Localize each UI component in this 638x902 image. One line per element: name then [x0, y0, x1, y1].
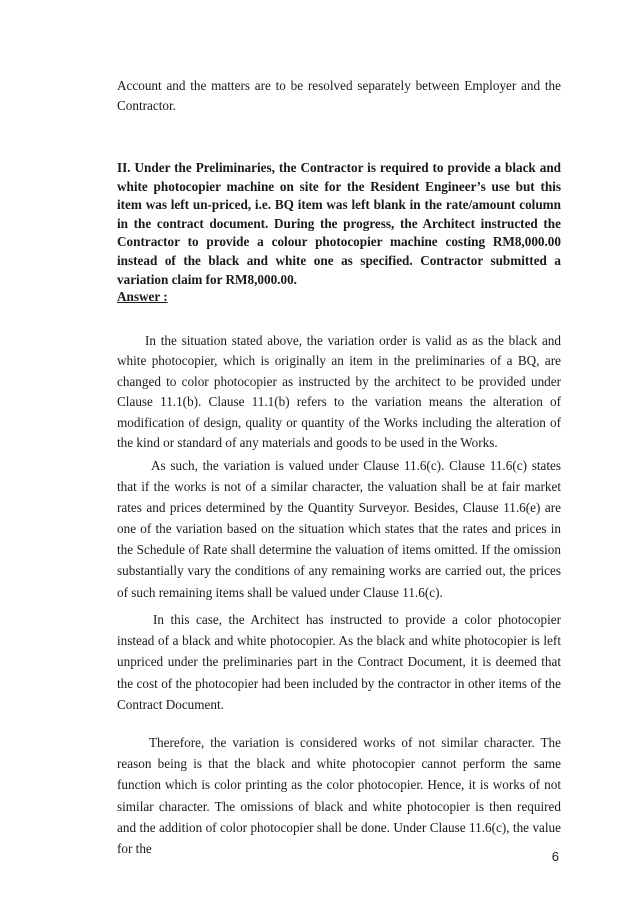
answer-paragraph-3: In this case, the Architect has instructed to provide a color photocopier instead of a black and white photocopier. As the black and white photocopier is left unpriced under the preliminaries part in the Contract Document, it is deemed that the cost of the photocopier had been included by the contractor in other items of the Contract Document. [117, 612, 561, 712]
answer-paragraph-1: In the situation stated above, the variation order is valid as as the black and white photocopier, which is originally an item in the preliminaries of a BQ, are changed to color photocopier as instructed by the architect to be provided under Clause 11.1(b). Clause 11.1(b) refers to the variation means the alteration of modification of design, quality or quantity of the Works including the alteration of the kind or standard of any materials and goods to be used in the Works. [117, 333, 561, 451]
answer-paragraph-2: As such, the variation is valued under Clause 11.6(c). Clause 11.6(c) states that if the works is not of a similar character, the valuation shall be at fair market rates and prices determined by the Quantity Surveyor. Besides, Clause 11.6(e) are one of the variation based on the situation which states that the rates and prices in the Schedule of Rate shall determine the valuation of items omitted. If the omission substantially vary the conditions of any remaining works are carried out, the prices of such remaining items shall be valued under Clause 11.6(c). [117, 458, 561, 600]
answer-heading: Answer : [117, 289, 168, 304]
question-paragraph: II. Under the Preliminaries, the Contractor is required to provide a black and white photocopier machine on site for the Resident Engineer’s use but this item was left un-priced, i.e. BQ item was left blank in the rate/amount column in the contract document. During the progress, the Architect instructed the Contractor to provide a colour photocopier machine costing RM8,000.00 instead of the black and white one as specified. Contractor submitted a variation claim for RM8,000.00. [117, 160, 561, 287]
answer-paragraph-4: Therefore, the variation is considered works of not similar character. The reason being is that the black and white photocopier cannot perform the same function which is color printing as the color photocopier. Hence, it is works of not similar character. The omissions of black and white photocopier is then required and the addition of color photocopier shall be done. Under Clause 11.6(c), the value for the [117, 735, 561, 857]
page-number: 6 [551, 849, 559, 864]
intro-paragraph: Account and the matters are to be resolved separately between Employer and the Contractor. [117, 78, 561, 113]
